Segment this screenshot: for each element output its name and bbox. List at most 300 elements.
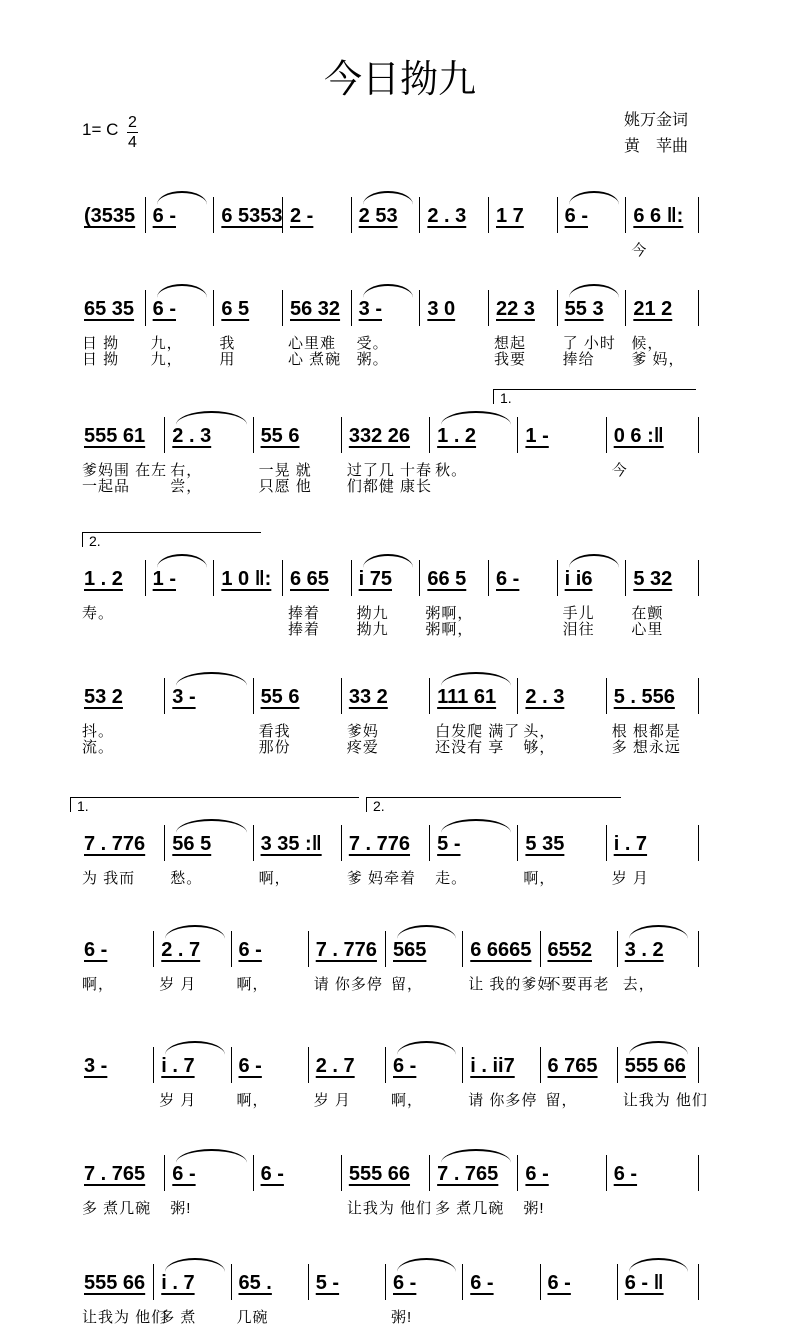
notes-line — [0, 1272, 800, 1296]
measure: 7 . 776 — [348, 833, 411, 855]
slur — [363, 191, 414, 205]
lyric: 拗九 — [356, 605, 389, 622]
barline — [429, 417, 430, 453]
barline — [385, 1047, 386, 1083]
slur — [176, 1149, 246, 1163]
credits — [624, 108, 688, 160]
measure: 2 . 3 — [427, 205, 467, 227]
barline — [625, 560, 626, 596]
slur — [629, 1258, 688, 1272]
measure: i 75 — [358, 568, 393, 590]
measure: 5 . 556 — [613, 686, 675, 708]
notes-line — [0, 568, 800, 592]
measure: 6 - — [172, 1163, 196, 1185]
barline — [540, 1264, 541, 1300]
lyric: 啊， — [391, 1092, 424, 1109]
lyrics-line-1 — [0, 1306, 800, 1324]
lyricist: 姚万金词 — [624, 112, 689, 129]
measure: 7 . 776 — [315, 939, 377, 961]
barline — [282, 560, 283, 596]
lyric: 候， — [631, 335, 664, 352]
lyric: 爹 妈， — [631, 351, 685, 368]
measure: 6 - — [470, 1272, 494, 1294]
lyric: 岁 月 — [159, 976, 197, 993]
barline — [419, 197, 420, 233]
lyric: 让我为 他们 — [622, 1092, 708, 1109]
lyric: 日 拗 — [82, 335, 120, 352]
lyric: 只愿 他 — [258, 478, 312, 495]
measure: 2 . 3 — [172, 425, 212, 447]
key-signature: 1= C — [82, 120, 119, 139]
barline — [462, 931, 463, 967]
slur — [165, 925, 224, 939]
measure: (3535 — [84, 205, 136, 227]
lyric: 秋。 — [435, 462, 468, 479]
barline — [164, 678, 165, 714]
barline — [419, 290, 420, 326]
barline — [145, 197, 146, 233]
slur — [629, 925, 688, 939]
slur — [363, 554, 414, 568]
lyrics-line-2 — [0, 736, 800, 754]
barline — [145, 560, 146, 596]
lyric: 留， — [391, 976, 424, 993]
barline — [698, 678, 699, 714]
slur — [569, 191, 620, 205]
time-top: 2 — [128, 114, 137, 131]
measure: 6 5353 — [221, 205, 283, 227]
barline — [351, 197, 352, 233]
barline — [231, 931, 232, 967]
measure: 6 6665 — [470, 939, 532, 961]
lyric: 今 — [611, 462, 628, 479]
lyrics-line-1 — [0, 239, 800, 257]
measure: 5 35 — [525, 833, 565, 855]
barline — [617, 1264, 618, 1300]
lyric: 抖。 — [82, 723, 115, 740]
measure: 7 . 765 — [437, 1163, 499, 1185]
lyric: 爹妈 — [346, 723, 379, 740]
slur — [157, 284, 208, 298]
measure: 2 53 — [358, 205, 398, 227]
measure: 6 - — [260, 1163, 284, 1185]
barline — [429, 1155, 430, 1191]
slur — [165, 1258, 224, 1272]
measure: 55 6 — [260, 425, 300, 447]
barline — [429, 825, 430, 861]
lyric: 几碗 — [236, 1309, 269, 1326]
measure: 6 - — [564, 205, 588, 227]
barline — [308, 931, 309, 967]
lyric: 请 你多停 — [468, 1092, 538, 1109]
slur — [441, 819, 511, 833]
lyric: 粥啊， — [425, 605, 474, 622]
slur — [363, 284, 414, 298]
lyric: 粥。 — [356, 351, 389, 368]
measure: 21 2 — [633, 298, 673, 320]
slur — [569, 284, 620, 298]
notes-line — [0, 686, 800, 710]
lyric: 粥! — [523, 1200, 545, 1217]
measure: i i6 — [564, 568, 593, 590]
lyrics-line-1 — [0, 1197, 800, 1215]
volta-bracket — [82, 532, 261, 547]
lyric: 多 煮 — [159, 1309, 197, 1326]
barline — [253, 1155, 254, 1191]
measure: 55 6 — [260, 686, 300, 708]
barline — [488, 197, 489, 233]
slur — [397, 925, 456, 939]
notes-line — [0, 205, 800, 229]
measure: 555 66 — [624, 1055, 686, 1077]
measure: 6 - — [496, 568, 520, 590]
barline — [341, 417, 342, 453]
lyric: 粥! — [391, 1309, 413, 1326]
measure: 555 66 — [84, 1272, 146, 1294]
slur — [441, 411, 511, 425]
slur — [157, 554, 208, 568]
lyric: 留， — [545, 1092, 578, 1109]
barline — [253, 417, 254, 453]
lyric: 泪往 — [562, 621, 595, 638]
slur — [176, 672, 246, 686]
lyric: 啊， — [236, 1092, 269, 1109]
lyric: 捧着 — [288, 621, 321, 638]
barline — [351, 290, 352, 326]
lyric: 让我为 他们 — [346, 1200, 433, 1217]
barline — [606, 678, 607, 714]
measure: 6 6 ‖: — [633, 205, 684, 227]
barline — [698, 931, 699, 967]
lyric: 爹 妈牵着 — [346, 870, 417, 887]
measure: 65 35 — [84, 298, 135, 320]
slur — [629, 1041, 688, 1055]
measure: i . ii7 — [470, 1055, 515, 1077]
volta-label: 1. — [77, 798, 89, 814]
slur — [397, 1258, 456, 1272]
lyric: 啊， — [258, 870, 291, 887]
lyric: 想起 — [494, 335, 527, 352]
lyric: 九， — [150, 351, 183, 368]
lyric: 还没有 享 — [435, 739, 505, 756]
barline — [488, 560, 489, 596]
barline — [625, 290, 626, 326]
lyric: 多 煮几碗 — [435, 1200, 505, 1217]
measure: 6 - — [238, 939, 262, 961]
volta-label: 2. — [373, 798, 385, 814]
lyric: 多 想永远 — [611, 739, 681, 756]
barline — [517, 1155, 518, 1191]
measure: 6 - — [84, 939, 108, 961]
barline — [557, 197, 558, 233]
lyric: 为 我而 — [82, 870, 136, 887]
barline — [617, 931, 618, 967]
lyric: 捧给 — [562, 351, 595, 368]
lyric: 让我为 他们 — [82, 1309, 168, 1326]
barline — [385, 1264, 386, 1300]
lyric: 走。 — [435, 870, 468, 887]
barline — [213, 290, 214, 326]
lyric: 不要再老 — [545, 976, 610, 993]
lyrics-line-2 — [0, 348, 800, 366]
lyric: 心 煮碗 — [288, 351, 342, 368]
lyric: 去， — [622, 976, 655, 993]
measure: 555 66 — [348, 1163, 411, 1185]
measure: i . 7 — [613, 833, 648, 855]
barline — [153, 1047, 154, 1083]
measure: i . 7 — [161, 1055, 195, 1077]
barline — [517, 417, 518, 453]
measure: 5 32 — [633, 568, 673, 590]
measure: 6 - — [525, 1163, 549, 1185]
measure: 3 35 :‖ — [260, 833, 322, 855]
barline — [462, 1264, 463, 1300]
lyric: 我 — [219, 335, 236, 352]
measure: 555 61 — [84, 425, 146, 447]
barline — [282, 197, 283, 233]
lyric: 一晃 就 — [258, 462, 312, 479]
lyrics-line-1 — [0, 973, 800, 991]
barline — [540, 931, 541, 967]
barline — [213, 560, 214, 596]
measure: 56 32 — [290, 298, 341, 320]
measure: 1 - — [152, 568, 176, 590]
barline — [606, 1155, 607, 1191]
lyric: 右， — [170, 462, 203, 479]
lyrics-line-1 — [0, 1089, 800, 1107]
measure: 65 . — [238, 1272, 272, 1294]
barline — [488, 290, 489, 326]
slur — [569, 554, 620, 568]
barline — [341, 678, 342, 714]
measure: 3 - — [172, 686, 196, 708]
barline — [341, 825, 342, 861]
slur — [176, 819, 246, 833]
lyric: 们都健 康长 — [346, 478, 433, 495]
lyric: 岁 月 — [313, 1092, 351, 1109]
lyric: 了 小时 — [562, 335, 616, 352]
measure: 6 - — [613, 1163, 638, 1185]
measure: 6 65 — [290, 568, 329, 590]
barline — [540, 1047, 541, 1083]
composer: 黄 苹曲 — [624, 138, 689, 155]
measure: 1 . 2 — [84, 568, 123, 590]
barline — [153, 1264, 154, 1300]
lyric: 请 你多停 — [313, 976, 383, 993]
barline — [231, 1047, 232, 1083]
measure: 1 0 ‖: — [221, 568, 272, 590]
measure: 55 3 — [564, 298, 604, 320]
lyric: 啊， — [236, 976, 269, 993]
barline — [429, 678, 430, 714]
notes-line — [0, 1055, 800, 1079]
lyric: 用 — [219, 351, 236, 368]
barline — [282, 290, 283, 326]
lyric: 一起品 — [82, 478, 131, 495]
measure: 111 61 — [437, 686, 497, 708]
barline — [231, 1264, 232, 1300]
time-bottom: 4 — [128, 134, 137, 151]
lyric: 心里难 — [288, 335, 337, 352]
notes-line — [0, 425, 800, 449]
barline — [164, 1155, 165, 1191]
lyric: 白发爬 满了 — [435, 723, 521, 740]
lyric: 够， — [523, 739, 556, 756]
measure: 33 2 — [348, 686, 388, 708]
measure: 3 - — [358, 298, 382, 320]
barline — [351, 560, 352, 596]
lyric: 那份 — [258, 739, 291, 756]
barline — [698, 1155, 699, 1191]
barline — [341, 1155, 342, 1191]
lyric: 捧着 — [288, 605, 321, 622]
lyric: 粥! — [170, 1200, 192, 1217]
notes-line — [0, 833, 800, 857]
notes-line — [0, 298, 800, 322]
barline — [385, 931, 386, 967]
barline — [145, 290, 146, 326]
barline — [164, 825, 165, 861]
barline — [308, 1264, 309, 1300]
barline — [253, 678, 254, 714]
barline — [308, 1047, 309, 1083]
barline — [213, 197, 214, 233]
measure: 565 — [393, 939, 427, 961]
volta-label: 2. — [89, 533, 101, 549]
measure: 2 . 7 — [161, 939, 201, 961]
measure: 1 7 — [496, 205, 524, 227]
lyric: 爹妈围 在左 — [82, 462, 168, 479]
lyric: 拗九 — [356, 621, 389, 638]
lyrics-line-1 — [0, 867, 800, 885]
measure: 3 0 — [427, 298, 456, 320]
barline — [517, 825, 518, 861]
barline — [419, 560, 420, 596]
lyric: 寿。 — [82, 605, 115, 622]
measure: 6 765 — [547, 1055, 598, 1077]
volta-bracket — [493, 389, 696, 404]
measure: 5 - — [315, 1272, 340, 1294]
lyric: 根 根都是 — [611, 723, 681, 740]
lyric: 尝， — [170, 478, 203, 495]
volta-bracket — [366, 797, 621, 812]
lyric: 岁 月 — [611, 870, 649, 887]
volta-bracket — [70, 797, 359, 812]
measure: 5 - — [437, 833, 461, 855]
barline — [698, 417, 699, 453]
measure: 66 5 — [427, 568, 467, 590]
lyric: 看我 — [258, 723, 291, 740]
slur — [397, 1041, 456, 1055]
volta-label: 1. — [500, 390, 512, 406]
measure: 6 - ‖ — [624, 1272, 664, 1294]
barline — [698, 1264, 699, 1300]
measure: 3 - — [84, 1055, 108, 1077]
lyric: 心里 — [631, 621, 664, 638]
barline — [164, 417, 165, 453]
slur — [441, 1149, 511, 1163]
measure: 2 - — [290, 205, 314, 227]
measure: 6 - — [393, 1055, 417, 1077]
lyric: 啊， — [82, 976, 115, 993]
slur — [157, 191, 208, 205]
measure: 3 . 2 — [624, 939, 664, 961]
notes-line — [0, 939, 800, 963]
measure: 2 . 7 — [315, 1055, 355, 1077]
slur — [165, 1041, 224, 1055]
lyric: 岁 月 — [159, 1092, 197, 1109]
barline — [698, 825, 699, 861]
barline — [557, 290, 558, 326]
measure: 6552 — [547, 939, 592, 961]
lyric: 愁。 — [170, 870, 203, 887]
measure: 7 . 765 — [84, 1163, 146, 1185]
lyric: 在颤 — [631, 605, 664, 622]
measure: 22 3 — [496, 298, 535, 320]
measure: 0 6 :‖ — [613, 425, 664, 447]
measure: 1 . 2 — [437, 425, 477, 447]
time-signature — [127, 114, 138, 151]
lyric: 让 我的爹妈 — [468, 976, 554, 993]
barline — [698, 197, 699, 233]
lyric: 过了几 十春 — [346, 462, 433, 479]
lyric: 头， — [523, 723, 556, 740]
measure: 6 - — [152, 205, 176, 227]
lyric: 多 煮几碗 — [82, 1200, 152, 1217]
lyric: 今 — [631, 242, 648, 259]
barline — [698, 560, 699, 596]
slur — [441, 672, 511, 686]
lyric: 流。 — [82, 739, 115, 756]
slur — [176, 411, 246, 425]
measure: 6 5 — [221, 298, 250, 320]
barline — [253, 825, 254, 861]
barline — [617, 1047, 618, 1083]
measure: 53 2 — [84, 686, 123, 708]
barline — [517, 678, 518, 714]
barline — [462, 1047, 463, 1083]
lyrics-line-2 — [0, 618, 800, 636]
measure: 2 . 3 — [525, 686, 565, 708]
notes-line — [0, 1163, 800, 1187]
lyric: 粥啊， — [425, 621, 474, 638]
barline — [153, 931, 154, 967]
measure: 332 26 — [348, 425, 411, 447]
barline — [625, 197, 626, 233]
barline — [698, 1047, 699, 1083]
lyrics-line-2 — [0, 475, 800, 493]
lyric: 我要 — [494, 351, 527, 368]
lyric: 疼爱 — [346, 739, 379, 756]
lyric: 九， — [150, 335, 183, 352]
measure: 1 - — [525, 425, 549, 447]
lyric: 啊， — [523, 870, 556, 887]
page-title: 今日拗九 — [323, 57, 476, 101]
measure: 6 - — [152, 298, 176, 320]
lyric: 受。 — [356, 335, 389, 352]
measure: i . 7 — [161, 1272, 195, 1294]
lyric: 手儿 — [562, 605, 595, 622]
measure: 6 - — [393, 1272, 417, 1294]
measure: 6 - — [547, 1272, 571, 1294]
measure: 6 - — [238, 1055, 262, 1077]
barline — [698, 290, 699, 326]
lyric: 日 拗 — [82, 351, 120, 368]
measure: 56 5 — [172, 833, 212, 855]
barline — [557, 560, 558, 596]
barline — [606, 825, 607, 861]
measure: 7 . 776 — [84, 833, 146, 855]
